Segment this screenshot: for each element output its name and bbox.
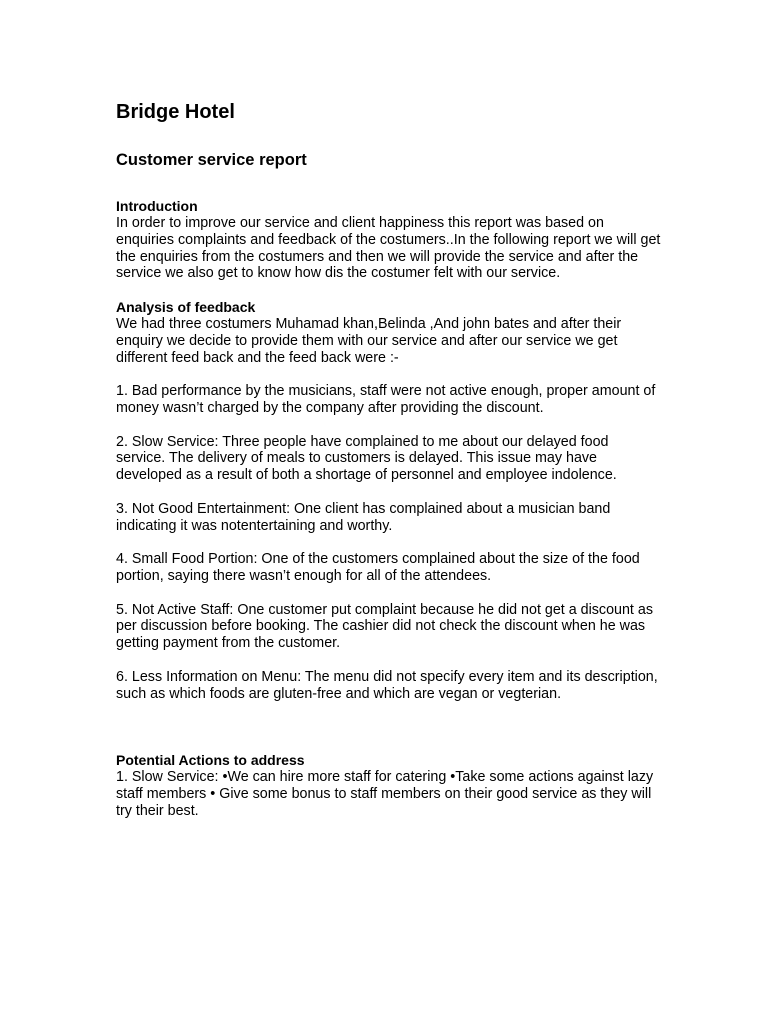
feedback-item-2: 2. Slow Service: Three people have complained to me about our delayed food service. The delivery of meals to customers is delayed. This issue may have developed as a result of both a shortage of personnel and employee indolence. (116, 433, 617, 484)
feedback-item-5: 5. Not Active Staff: One customer put complaint because he did not get a discount as per discussion before booking. The cashier did not check the discount when he was getting payment from the customer. (116, 601, 653, 652)
analysis-body: We had three costumers Muhamad khan,Belinda ,And john bates and after their enquiry we decide to provide them with our service and after our service we get different feed back and the feed back were :- (116, 315, 622, 366)
feedback-item-3: 3. Not Good Entertainment: One client has complained about a musician band indicating it was notentertaining and worthy. (116, 500, 611, 534)
introduction-section (116, 198, 661, 282)
actions-body: 1. Slow Service: •We can hire more staff for catering •Take some actions against lazy staff members • Give some bonus to staff members on their good service as they will try their best. (116, 769, 654, 819)
feedback-item-4: 4. Small Food Portion: One of the customers complained about the size of the food portion, saying there wasn’t enough for all of the attendees. (116, 551, 640, 584)
document-page (116, 99, 661, 820)
document-title: Bridge Hotel (116, 101, 235, 123)
feedback-item-1: 1. Bad performance by the musicians, staff were not active enough, proper amount of money wasn’t charged by the company after providing the discount. (116, 383, 656, 416)
feedback-item-6: 6. Less Information on Menu: The menu did not specify every item and its description, such as which foods are gluten-free and which are vegan or vegterian. (116, 668, 658, 702)
actions-heading: Potential Actions to address (116, 752, 305, 769)
introduction-body: In order to improve our service and client happiness this report was based on enquiries complaints and feedback of the costumers..In the following report we will get the enquiries from the costumers and then we will provide the service and after the service we also get to know how dis the costumer felt with our service. (116, 215, 661, 282)
analysis-heading: Analysis of feedback (116, 298, 256, 315)
spacer (116, 702, 661, 752)
spacer (116, 282, 661, 299)
introduction-heading: Introduction (116, 198, 198, 214)
analysis-section (116, 299, 661, 702)
document-subtitle: Customer service report (116, 151, 307, 169)
actions-section (116, 752, 661, 819)
